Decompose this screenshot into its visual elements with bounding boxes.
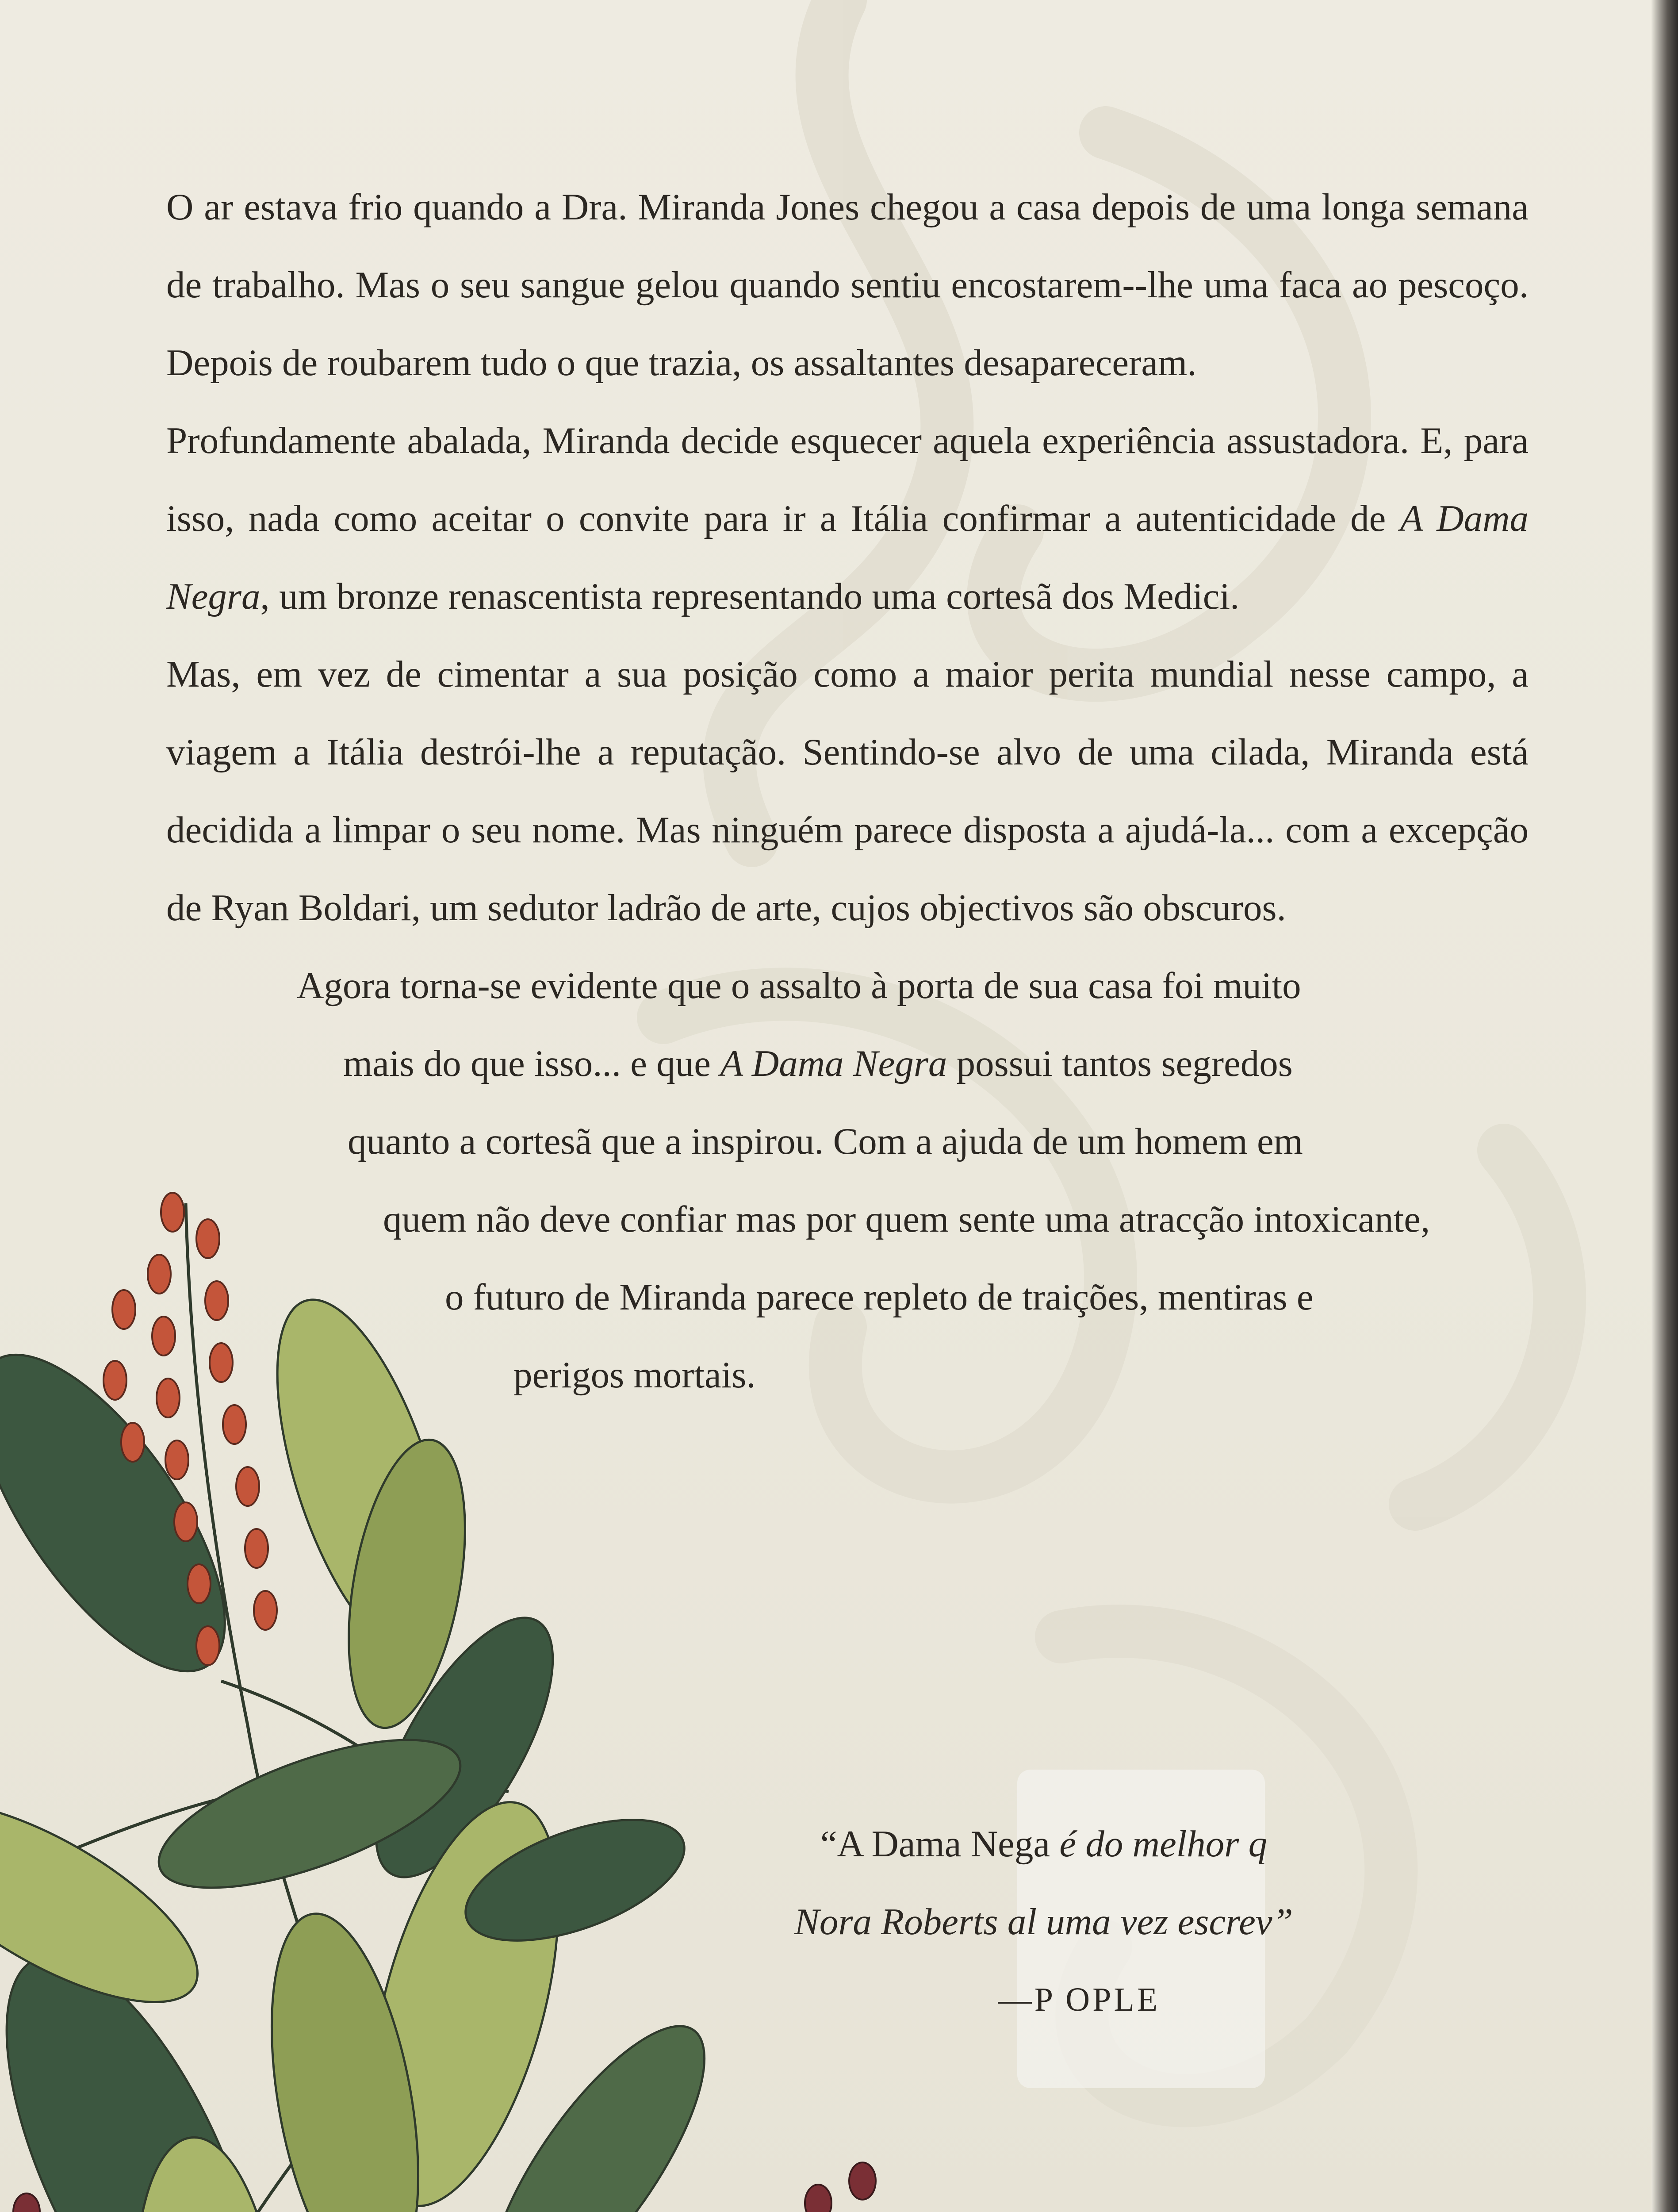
- quote-source-a: —P: [998, 1981, 1055, 2018]
- quote-text-e: uma vez escrev: [1046, 1901, 1272, 1943]
- quote-source: [690, 1961, 1398, 2039]
- synopsis-p4-line-4: quem não deve confiar mas por quem sente uma atracção intoxicante,: [383, 1198, 1430, 1240]
- synopsis-p4-line-2: [166, 1025, 1529, 1102]
- synopsis-p4-line-3: quanto a cortesã que a inspirou. Com a ajuda de um homem em: [348, 1121, 1303, 1162]
- quote-text-c: é do melhor q: [1059, 1823, 1268, 1865]
- quote-text-d: Nora Roberts al: [794, 1901, 1037, 1943]
- quote-close-mark: ”: [1272, 1901, 1293, 1943]
- quote-text-b: a: [1033, 1823, 1050, 1865]
- synopsis-p4-line-2-b: possui tantos segredos: [947, 1043, 1293, 1084]
- quote-line-2: [690, 1883, 1398, 1961]
- spine-edge: [1651, 0, 1678, 2212]
- quote-line-1: [690, 1805, 1398, 1883]
- synopsis-paragraph-4: [166, 947, 1529, 1414]
- book-title-inline: A Dama Negra: [166, 498, 1529, 617]
- synopsis-p2-text-b: , um bronze renascentista representando uma cortesã dos Medici.: [260, 576, 1240, 617]
- synopsis-p4-line-1: Agora torna-se evidente que o assalto à porta de sua casa foi muito: [297, 965, 1301, 1006]
- synopsis-paragraph-2: [166, 402, 1529, 635]
- synopsis-p4-line-5: o futuro de Miranda parece repleto de traições, mentiras e: [445, 1276, 1314, 1318]
- book-title-inline-2: A Dama Negra: [720, 1043, 947, 1084]
- review-quote: [690, 1805, 1398, 2039]
- quote-source-b: OPLE: [1065, 1981, 1161, 2018]
- synopsis-text: [166, 168, 1529, 1414]
- quote-text-a: “A Dama Neg: [820, 1823, 1034, 1865]
- synopsis-paragraph-3: Mas, em vez de cimentar a sua posição como a maior perita mundial nesse campo, a viagem a Itália destrói-lhe a reputação. Sentindo-se alvo de uma cilada, Miranda está decidida a limpar o seu nome. Mas ninguém parece disposta a ajudá-la... com a excepção de Ryan Boldari, um sedutor ladrão de arte, cujos objectivos são obscuros.: [166, 653, 1529, 929]
- synopsis-paragraph-1: O ar estava frio quando a Dra. Miranda Jones chegou a casa depois de uma longa semana de trabalho. Mas o seu sangue gelou quando sentiu encostarem--lhe uma faca ao pescoço. Depois de roubarem tudo o que trazia, os assaltantes desapareceram.: [166, 186, 1529, 384]
- synopsis-p4-line-2-a: mais do que isso... e que: [343, 1043, 720, 1084]
- synopsis-p2-text-a: Profundamente abalada, Miranda decide esquecer aquela experiência assustadora. E, para isso, nada como aceitar o convite para ir a Itália confirmar a autenticidade de: [166, 420, 1529, 539]
- synopsis-p4-line-6: perigos mortais.: [513, 1354, 756, 1396]
